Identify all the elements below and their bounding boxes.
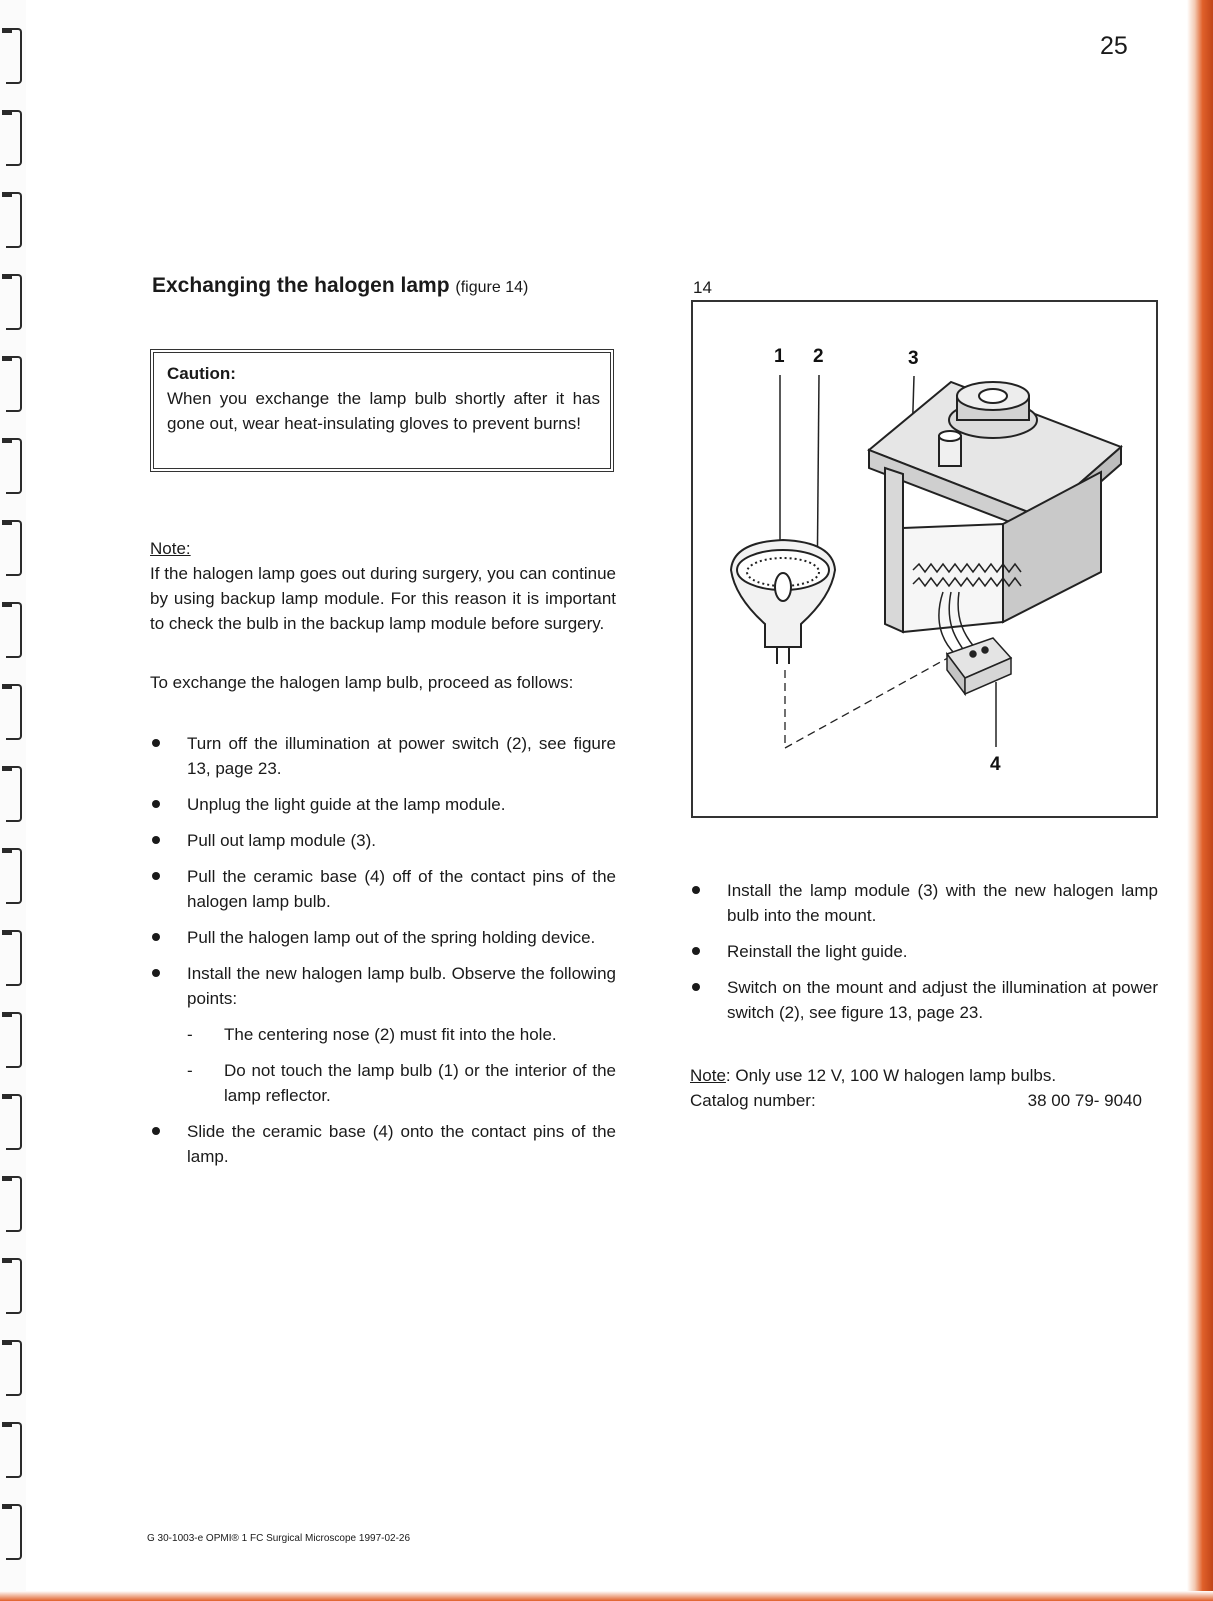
binding-ring <box>6 110 22 166</box>
section-title-text: Exchanging the halogen lamp <box>152 274 450 297</box>
bullet-icon <box>152 872 160 880</box>
sub-list-item: - Do not touch the lamp bulb (1) or the interior of the lamp reflector. <box>187 1058 616 1108</box>
section-title <box>152 274 528 298</box>
bullet-icon <box>152 1127 160 1135</box>
note-block <box>150 536 616 636</box>
caution-title: Caution: <box>167 364 236 383</box>
bullet-icon <box>692 886 700 894</box>
binding-ring <box>6 1094 22 1150</box>
list-item: Slide the ceramic base (4) onto the contact pins of the lamp. <box>150 1119 616 1169</box>
binding-ring <box>6 602 22 658</box>
list-item: Pull the halogen lamp out of the spring holding device. <box>150 925 616 950</box>
callout-1: 1 <box>774 346 785 367</box>
note-heading: Note: <box>150 539 191 558</box>
binding-ring <box>6 930 22 986</box>
figure-number: 14 <box>693 278 712 297</box>
caution-box <box>150 349 614 472</box>
bullet-icon <box>692 983 700 991</box>
caution-text: When you exchange the lamp bulb shortly after it has gone out, wear heat-insulating gloves to prevent burns! <box>167 389 600 433</box>
note-text: If the halogen lamp goes out during surgery, you can continue by using backup lamp module. For this reason it is important to check the bulb in the backup lamp module before surgery. <box>150 564 616 633</box>
list-item: Unplug the light guide at the lamp module. <box>150 792 616 817</box>
intro-paragraph: To exchange the halogen lamp bulb, proceed as follows: <box>150 673 574 692</box>
page-footer: G 30-1003-e OPMI® 1 FC Surgical Microscope 1997-02-26 <box>147 1533 411 1544</box>
lamp-spec-note <box>690 1063 1142 1113</box>
binding-ring <box>6 356 22 412</box>
callout-3: 3 <box>908 348 919 369</box>
list-item: Reinstall the light guide. <box>690 939 1158 964</box>
sub-list-item: - The centering nose (2) must fit into the hole. <box>187 1022 616 1047</box>
bullet-icon <box>152 800 160 808</box>
list-item: Pull the ceramic base (4) off of the contact pins of the halogen lamp bulb. <box>150 864 616 914</box>
list-item: Pull out lamp module (3). <box>150 828 616 853</box>
bullet-icon <box>152 933 160 941</box>
binding-ring <box>6 1012 22 1068</box>
list-item: Switch on the mount and adjust the illumination at power switch (2), see figure 13, page 23. <box>690 975 1158 1025</box>
steps-list-left <box>150 731 616 1180</box>
sub-points-list <box>187 1022 616 1108</box>
binding-ring <box>6 28 22 84</box>
bullet-icon <box>692 947 700 955</box>
lamp-module-illustration <box>693 302 1156 816</box>
binding-ring <box>6 766 22 822</box>
list-item: Install the new halogen lamp bulb. Observe the following points: - The centering nose (2) must fit into the hole. - Do not touch the lamp bulb (1) or the interior of the lamp reflector. <box>150 961 616 1108</box>
binding-ring <box>6 192 22 248</box>
list-item: Turn off the illumination at power switch (2), see figure 13, page 23. <box>150 731 616 781</box>
binding-ring <box>6 1258 22 1314</box>
binding-ring <box>6 520 22 576</box>
catalog-row <box>690 1088 1142 1113</box>
bullet-icon <box>152 739 160 747</box>
spiral-binding <box>0 0 26 1601</box>
lamp-module-housing <box>869 382 1121 632</box>
dash-icon: - <box>187 1025 193 1044</box>
page-number: 25 <box>1100 32 1128 60</box>
lamp-note-text: : Only use 12 V, 100 W halogen lamp bulbs. <box>725 1066 1057 1085</box>
binding-ring <box>6 1504 22 1560</box>
binding-ring <box>6 274 22 330</box>
binding-ring <box>6 438 22 494</box>
bullet-icon <box>152 969 160 977</box>
figure-reference: (figure 14) <box>455 279 529 296</box>
binding-ring <box>6 1176 22 1232</box>
halogen-lamp-bulb <box>731 540 835 664</box>
binding-ring <box>6 1340 22 1396</box>
callout-4: 4 <box>990 754 1001 775</box>
callout-2: 2 <box>813 346 824 367</box>
steps-list-right <box>690 878 1158 1036</box>
page-edge-bottom <box>0 1591 1213 1601</box>
binding-ring <box>6 1422 22 1478</box>
binding-ring <box>6 848 22 904</box>
page-edge-right <box>1187 0 1213 1601</box>
lamp-spec-line <box>690 1063 1142 1088</box>
dash-icon: - <box>187 1061 193 1080</box>
figure-14 <box>691 300 1158 818</box>
binding-ring <box>6 684 22 740</box>
list-item: Install the lamp module (3) with the new halogen lamp bulb into the mount. <box>690 878 1158 928</box>
catalog-value: 38 00 79- 9040 <box>1027 1091 1142 1110</box>
bullet-icon <box>152 836 160 844</box>
lamp-note-heading: Note <box>690 1066 726 1085</box>
catalog-label: Catalog number: <box>690 1091 816 1110</box>
